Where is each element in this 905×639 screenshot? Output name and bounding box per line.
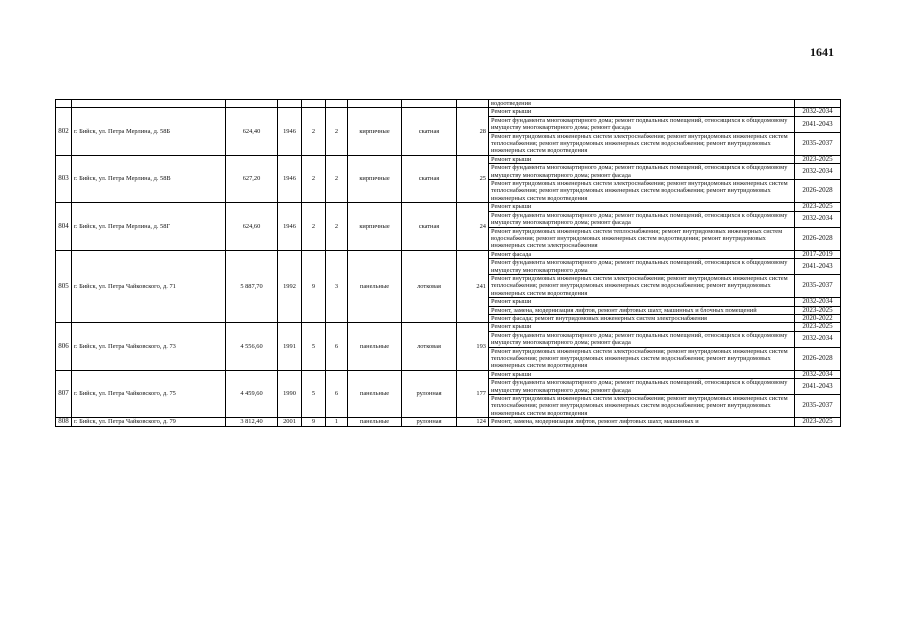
- work-cell: Ремонт внутридомовых инженерных систем электроснабжения; ремонт внутридомовых инженерных систем теплоснабжения; ремонт внутридомовых инженерных систем водоснабжения; ремонт внутридомовых инженерных систем водоотведения: [489, 180, 795, 203]
- address-cell: г. Бийск, ул. Петра Мерлина, д. 58Г: [72, 203, 226, 250]
- work-cell: Ремонт крыши: [489, 298, 795, 306]
- row-number-cell: 805: [56, 250, 72, 323]
- table-row: [56, 203, 841, 211]
- row-number-cell: 807: [56, 370, 72, 417]
- work-cell: Ремонт фундамента многоквартирного дома; ремонт подвальных помещений, относящихся к общедомовому имуществу многоквартирного дома: [489, 259, 795, 275]
- residents-cell: 193: [457, 323, 489, 370]
- row-number-cell: 806: [56, 323, 72, 370]
- period-cell: 2023-2025: [795, 155, 841, 163]
- period-cell: 2023-2025: [795, 203, 841, 211]
- period-cell: 2035-2037: [795, 395, 841, 418]
- row-number-cell: 808: [56, 418, 72, 426]
- work-cell: Ремонт фасада; ремонт внутридомовых инженерных систем электроснабжения: [489, 314, 795, 322]
- period-cell: 2041-2043: [795, 259, 841, 275]
- blank-cell: [302, 100, 326, 108]
- blank-cell: [56, 100, 72, 108]
- period-cell: 2032-2034: [795, 331, 841, 347]
- blank-cell: [278, 100, 302, 108]
- address-cell: г. Бийск, ул. Петра Мерлина, д. 58В: [72, 155, 226, 202]
- table-row-continuation: [56, 100, 841, 108]
- period-cell: 2032-2034: [795, 164, 841, 180]
- table-row: [56, 418, 841, 426]
- residents-cell: 24: [457, 203, 489, 250]
- work-cell: Ремонт внутридомовых инженерных систем электроснабжения; ремонт внутридомовых инженерных систем теплоснабжения; ремонт внутридомовых инженерных систем водоснабжения; ремонт внутридомовых инженерных систем водоотведения: [489, 347, 795, 370]
- year-cell: 1946: [278, 108, 302, 155]
- period-cell: 2035-2037: [795, 274, 841, 297]
- entrances-cell: 1: [326, 418, 348, 426]
- blank-cell: [72, 100, 226, 108]
- blank-cell: [457, 100, 489, 108]
- floors-cell: 2: [302, 108, 326, 155]
- entrances-cell: 3: [326, 250, 348, 323]
- residents-cell: 28: [457, 108, 489, 155]
- year-cell: 1992: [278, 250, 302, 323]
- period-cell: 2020-2022: [795, 314, 841, 322]
- work-cell: Ремонт внутридомовых инженерных систем электроснабжения; ремонт внутридомовых инженерных систем теплоснабжения; ремонт внутридомовых инженерных систем водоснабжения; ремонт внутридомовых инженерных систем водоотведения: [489, 132, 795, 155]
- address-cell: г. Бийск, ул. Петра Чайковского, д. 73: [72, 323, 226, 370]
- floors-cell: 9: [302, 418, 326, 426]
- roof-type-cell: рулонная: [402, 370, 457, 417]
- period-cell: [795, 100, 841, 108]
- period-cell: 2032-2034: [795, 211, 841, 227]
- floors-cell: 5: [302, 323, 326, 370]
- table-body: [56, 100, 841, 427]
- floors-cell: 5: [302, 370, 326, 417]
- year-cell: 1990: [278, 370, 302, 417]
- work-cell: Ремонт фундамента многоквартирного дома; ремонт подвальных помещений, относящихся к общедомовому имуществу многоквартирного дома; ремонт фасада: [489, 211, 795, 227]
- area-cell: 624,40: [226, 108, 278, 155]
- wall-material-cell: панельные: [348, 370, 402, 417]
- work-cell: водоотведения: [489, 100, 795, 108]
- area-cell: 624,60: [226, 203, 278, 250]
- table-row: [56, 250, 841, 258]
- floors-cell: 2: [302, 155, 326, 202]
- roof-type-cell: лотковая: [402, 250, 457, 323]
- blank-cell: [326, 100, 348, 108]
- address-cell: г. Бийск, ул. Петра Чайковского, д. 79: [72, 418, 226, 426]
- roof-type-cell: скатная: [402, 108, 457, 155]
- row-number-cell: 802: [56, 108, 72, 155]
- page-number: 1641: [810, 45, 834, 59]
- roof-type-cell: рулонная: [402, 418, 457, 426]
- period-cell: 2032-2034: [795, 298, 841, 306]
- work-cell: Ремонт фундамента многоквартирного дома; ремонт подвальных помещений, относящихся к общедомовому имуществу многоквартирного дома; ремонт фасада: [489, 331, 795, 347]
- blank-cell: [226, 100, 278, 108]
- entrances-cell: 2: [326, 155, 348, 202]
- year-cell: 1946: [278, 203, 302, 250]
- area-cell: 627,20: [226, 155, 278, 202]
- work-cell: Ремонт внутридомовых инженерных систем теплоснабжения; ремонт внутридомовых инженерных систем водоснабжения; ремонт внутридомовых инженерных систем водоотведения; ремонт внутридомовых инженерных систем электроснабжения: [489, 227, 795, 250]
- row-number-cell: 803: [56, 155, 72, 202]
- residents-cell: 241: [457, 250, 489, 323]
- work-cell: Ремонт внутридомовых инженерных систем электроснабжения; ремонт внутридомовых инженерных систем теплоснабжения; ремонт внутридомовых инженерных систем водоснабжения; ремонт внутридомовых инженерных систем водоотведения: [489, 274, 795, 297]
- blank-cell: [348, 100, 402, 108]
- area-cell: 5 887,70: [226, 250, 278, 323]
- work-cell: Ремонт, замена, модернизация лифтов, ремонт лифтовых шахт, машинных и: [489, 418, 795, 426]
- address-cell: г. Бийск, ул. Петра Чайковского, д. 71: [72, 250, 226, 323]
- period-cell: 2023-2025: [795, 306, 841, 314]
- row-number-cell: 804: [56, 203, 72, 250]
- work-cell: Ремонт крыши: [489, 108, 795, 116]
- period-cell: 2017-2019: [795, 250, 841, 258]
- work-cell: Ремонт фасада: [489, 250, 795, 258]
- work-cell: Ремонт внутридомовых инженерных систем электроснабжения; ремонт внутридомовых инженерных систем теплоснабжения; ремонт внутридомовых инженерных систем водоснабжения; ремонт внутридомовых инженерных систем водоотведения: [489, 395, 795, 418]
- work-cell: Ремонт, замена, модернизация лифтов, ремонт лифтовых шахт, машинных и блочных помещений: [489, 306, 795, 314]
- work-cell: Ремонт крыши: [489, 155, 795, 163]
- work-cell: Ремонт крыши: [489, 323, 795, 331]
- residents-cell: 124: [457, 418, 489, 426]
- table-row: [56, 370, 841, 378]
- period-cell: 2032-2034: [795, 370, 841, 378]
- entrances-cell: 2: [326, 203, 348, 250]
- year-cell: 1946: [278, 155, 302, 202]
- year-cell: 2001: [278, 418, 302, 426]
- blank-cell: [402, 100, 457, 108]
- wall-material-cell: кирпичные: [348, 203, 402, 250]
- roof-type-cell: лотковая: [402, 323, 457, 370]
- wall-material-cell: панельные: [348, 250, 402, 323]
- roof-type-cell: скатная: [402, 155, 457, 202]
- wall-material-cell: кирпичные: [348, 155, 402, 202]
- area-cell: 3 812,40: [226, 418, 278, 426]
- wall-material-cell: кирпичные: [348, 108, 402, 155]
- work-cell: Ремонт фундамента многоквартирного дома; ремонт подвальных помещений, относящихся к общедомовому имуществу многоквартирного дома; ремонт фасада: [489, 116, 795, 132]
- work-cell: Ремонт крыши: [489, 370, 795, 378]
- floors-cell: 2: [302, 203, 326, 250]
- period-cell: 2023-2025: [795, 418, 841, 426]
- area-cell: 4 556,60: [226, 323, 278, 370]
- period-cell: 2041-2043: [795, 116, 841, 132]
- period-cell: 2032-2034: [795, 108, 841, 116]
- table-row: [56, 108, 841, 116]
- capital-repair-table: [55, 99, 841, 427]
- residents-cell: 25: [457, 155, 489, 202]
- address-cell: г. Бийск, ул. Петра Мерлина, д. 58Б: [72, 108, 226, 155]
- work-cell: Ремонт фундамента многоквартирного дома; ремонт подвальных помещений, относящихся к общедомовому имуществу многоквартирного дома; ремонт фасада: [489, 164, 795, 180]
- roof-type-cell: скатная: [402, 203, 457, 250]
- table-row: [56, 323, 841, 331]
- entrances-cell: 6: [326, 370, 348, 417]
- address-cell: г. Бийск, ул. Петра Чайковского, д. 75: [72, 370, 226, 417]
- period-cell: 2035-2037: [795, 132, 841, 155]
- wall-material-cell: панельные: [348, 418, 402, 426]
- year-cell: 1991: [278, 323, 302, 370]
- period-cell: 2026-2028: [795, 180, 841, 203]
- period-cell: 2026-2028: [795, 227, 841, 250]
- entrances-cell: 2: [326, 108, 348, 155]
- capital-repair-table-container: [55, 99, 840, 427]
- work-cell: Ремонт крыши: [489, 203, 795, 211]
- wall-material-cell: панельные: [348, 323, 402, 370]
- residents-cell: 177: [457, 370, 489, 417]
- work-cell: Ремонт фундамента многоквартирного дома; ремонт подвальных помещений, относящихся к общедомовому имуществу многоквартирного дома; ремонт фасада: [489, 379, 795, 395]
- period-cell: 2026-2028: [795, 347, 841, 370]
- floors-cell: 9: [302, 250, 326, 323]
- period-cell: 2023-2025: [795, 323, 841, 331]
- area-cell: 4 459,60: [226, 370, 278, 417]
- table-row: [56, 155, 841, 163]
- period-cell: 2041-2043: [795, 379, 841, 395]
- entrances-cell: 6: [326, 323, 348, 370]
